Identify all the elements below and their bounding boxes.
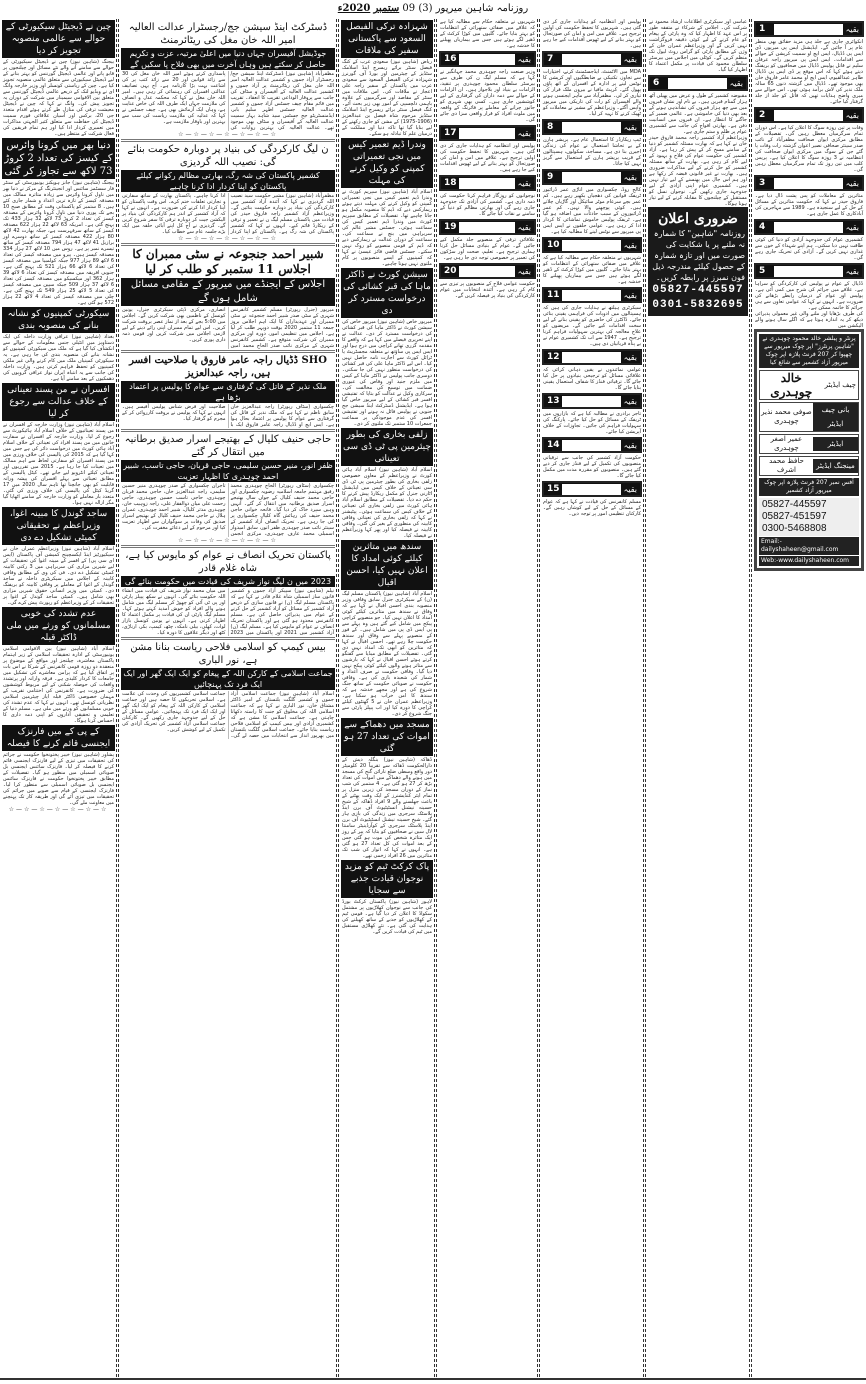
continuation-box-2 — [754, 107, 864, 123]
continuation-label: بقیہ — [623, 352, 637, 362]
article-body: مظفرآباد (شاہین نیوز) مشیر حکومت سید نصیب اللہ گردیزی نے کہا کہ آئندہ آزاد کشمیر میں کارکردگی کی بنیاد پر دوبارہ حکومت بنائیں گے۔ وزیراعظم آزاد کشمیر راجہ فاروق حیدر کی قیادت میں پاکستان مسلم لیگ ن نے تعمیر و ترقی کے ریکارڈ قائم کیے۔ انہوں نے کہا کہ کشمیر پاکستان کی شہ رگ ہے۔ پاکستان کو اپنا کردار ادا کرنا چاہیے۔ پاکستان بھارت کے ساتھ سفارتی و تجارتی تعلقات ختم کرے۔ اس وقت پاکستان کو اپنا کردار ادا کرنے کی ضرورت ہے۔ انہوں نے کہا کہ آزاد کشمیر کے اندر ہم کارکردگی کی بنیاد پر الیکشن جیت کر دوبارہ ترقی کا سفر شروع کریں گے۔ گردیزی نے آج کل اپنے آبائی حلقہ میں ایک بڑے جلسہ عام سے خطاب کیا۔ — [122, 193, 334, 235]
article-body: ٹیپ ریکارڈر کا استعمال عام ہے۔ پریشر ہارن کے بے تحاشا استعمال نے عوام کی زندگی اجیرن بنا دی ہے۔ مساجد، سکولوں، ہسپتالوں کے قریب پریشر ہارن کے استعمال سے گریز نہیں کیا جاتا۔ — [543, 137, 641, 167]
headline: ساجد گوندل کا مبینہ اغوا، وزیراعظم نے تحقیقاتی کمیٹی تشکیل دے دی — [2, 507, 115, 545]
column-divider — [336, 19, 339, 1377]
article-body: بغداد (شاہین نیوز) عراقی وزارت داخلہ کی ایک دستاویز میں انٹیلی جنس معلومات کے حوالے سے انکشاف کیا گیا ہے کہ ملک میں سیکورٹی کمپنیوں کو نشانہ بنانے کی منصوبہ بندی کی جا رہی ہے۔ یہ سیکورٹی کمپنیاں ملک میں کام کرنے والی غیر ملکی کمپنیوں کو تحفظ فراہم کرتی ہیں۔ وزارت داخلہ کی جانب سے یہ انتباہ ایران نواز عراقی گروپوں کی دھمکیوں کے بعد سامنے آیا ہے۔ — [3, 334, 114, 382]
masthead-year: 2020ء — [337, 3, 371, 14]
star-divider: ☆—☆—☆—☆—☆—☆—☆ — [178, 537, 278, 544]
article-body: حکومت عوامی فلاح کے منصوبوں پر تیزی سے کام کر رہی ہے۔ آئندہ انتخابات میں عوام کارکردگی کی بنیاد پر فیصلہ کریں گے۔ — [440, 281, 535, 299]
article-body: اسلام آباد (شاہین نیوز) وزارت خارجہ کے افسران نے من پسند تعیناتیوں کے خلاف اسلام آباد ہائیکورٹ سے رجوع کر لیا۔ وزارت خارجہ کے افسران نے سفارت خانوں میں من پسند افراد کی تعیناتی کے خلاف اسلام آباد ہائی کورٹ میں درخواست دائر کی ہے جس میں کہا گیا ہے کہ 2015 کی پالیسی کی خلاف ورزی میں من پسند افسران کو سفارتی لحاظ سے اہم ممالک میں تعینات کیا جا رہا ہے۔ 2015 میں تقرریوں اور تعیناتی کیلئے انٹرویو لیے جانے تھے۔ کیٹل پالیسی کے مطابق تعیناتی سے پہلے افسران کی پیشہ ورانہ قابلیت کو بھی جانچنا تھا تاہم سال 2020 میں 17 گریڈ کیٹل کی پالیسی کی خلاف ورزی کی گئی۔ متعدد بار معاملے کو وزارت خارجہ کے سامنے اٹھایا گیا مگر ازالہ نہیں ہوا۔ — [3, 422, 114, 506]
continuation-box-5 — [754, 263, 864, 279]
column-divider — [537, 19, 540, 1377]
continuation-number: 12 — [547, 352, 560, 362]
staff-row — [759, 434, 859, 454]
continuation-label: بقیہ — [623, 440, 637, 450]
continuation-label: بقیہ — [623, 240, 637, 250]
continuation-number: 20 — [444, 266, 457, 276]
headline: وندرا ڈیم تعمیر کیس میں نجی تعمیراتی کمپنی کو وکیل کرنے کی مہلت — [341, 138, 433, 188]
article-body: اسلام آباد (شاہین نیوز) بین الاقوامی اسلامی یونیورسٹی کے ادارہ تحقیقات اسلامی کے زیر اہتمام پاکستان معاشرہ، چیلنجز اور مواقع کے موضوع پر منعقدہ دو روزہ قومی کانفرنس کے شرکا نے اس بات پر اتفاق کیا ہے کہ پرامن معاشرے کی تشکیل میں جامعات کا کردار کلیدی ہے۔ فرقہ وارانہ اور پرتشدد واقعات کی حوصلہ شکنی کے لیے مربوط کوششوں کی ضرورت ہے۔ کانفرنس کی اختتامی تقریب کے مہمان خصوصی ڈاکٹر قبلہ ایاز چیئرمین اسلامی نظریاتی کونسل تھے۔ انہوں نے کہا کہ عدم تشدد کی خوبی مسلمانوں کو ورثے میں ملی ہے۔ مسلم دنیا کے تعلیمی و تحقیقی اداروں کو اپنی ذمہ داری کا احساس کرنا ہوگا۔ — [3, 646, 114, 724]
article-body: میرپور (جنرل رپورٹر) مسلم کشمیر کانفرنس شہری کے سٹی صدر شبیر احمد جنجوعہ نے سٹی ممبران اور عہدیداران کا ایک اہم اجلاس بروز جمعہ 11 ستمبر 2020 بوقت دوپہر طلب کر لیا ہے۔ اجلاس میں تنظیمی امور، دورہ اور مرکزی ممبران کی شرکت متوقع ہے۔ کشمیر کانفرنس شہری کے مرکزی نائب صدر الحاج محمد امین انصاری، مرکزی ڈپٹی سیکرٹری جنرل، یونین کونسل کے ناظمین بھی شرکت کریں گے۔ اجلاس میں 5:00 بجے کے بعد از نماز عصر بروقت شرکت کریں۔ اس لیے تمام ممبران اپنی رائے دینے کے لیے لازمی اجلاس میں شرکت کریں اور قومی ذمہ داری پوری کریں۔ — [122, 307, 334, 349]
article-body: اسلام آباد (شاہین نیوز) پاکستان مسلم لیگ (ن) کے سیکرٹری جنرل سابق وفاقی وزیر منصوبہ بندی احسن اقبال نے کہا ہے کہ وفاق نے سندھ میں متاثرین کیلئے کوئی امداد کا اعلان نہیں کیا۔ جو منصوبے کراچی پیکج میں شامل کیے گئے ہیں وہ پہلے سے پی ایس ڈی پی میں شامل ہیں۔ کے فور کے منصوبے پہلے سے وفاق اور سندھ حکومت چلا رہے تھے۔ احسن اقبال نے کہا کہ متاثرین کو ابھی تک امداد نہیں دی گئی۔ تفصیلات کے مطابق میڈیا سے گفتگو کرتے ہوئے احسن اقبال نے کہا کہ بارشوں سے متاثر ہونے والوں کیلئے کوئی پیکج نہیں دیا گیا۔ وفاقی حکومت نے صرف اعداد و شمار کی شعبدہ بازی کی ہے۔ وفاقی حکومت نے صوبائی حکومت کے ساتھ جنگ شروع کی ہے اور مجھے خدشہ ہے کہ سندھ کا امن خراب ہو سکتا ہے۔ وزیراعظم عمران خان نے 5 گھنٹوں کیلئے کراچی کا دورہ کیا اور اب پیپلز پارٹی سے جنگ شروع کر دی۔ — [342, 591, 432, 717]
headline: پاک کرکٹ ٹیم کو مزید نوجوان قیادت جذبے سے سجایا — [341, 860, 433, 898]
continuation-box-11 — [542, 287, 642, 303]
article-body: چکسواری (سٹاف رپورٹر) راجہ عبدالعزیز خان سابق ناظم نے کہا ہے کہ ملک نذیر کے قاتل کی گرفتاری سے عوام کا پولیس پر اعتماد بحال ہوا ہے۔ ایس ایچ او ڈڈیال راجہ عامر فاروق ایک با صلاحیت اور فرض شناس پولیس آفیسر ہیں۔ انہوں نے کہا کہ پولیس نے بروقت کارروائی کر کے مجرم کو گرفتار کیا۔ — [122, 404, 334, 428]
continuation-number: 3 — [759, 178, 766, 188]
article-body: لاہور (شاہین نیوز) پاکستان کرکٹ بورڈ کی جانب سے نوجوان کھلاڑیوں پر مشتمل سکواڈ کا اعلان کر دیا گیا ہے۔ قومی ٹیم کے کھلاڑیوں کو جذبے کے ساتھ کھیلنے کی ہدایت کی گئی ہے۔ نئے کھلاڑی مستقبل میں ٹیم کی قیادت کریں گے۔ — [342, 899, 432, 935]
phone-list — [759, 498, 859, 536]
continuation-box-16 — [439, 51, 536, 67]
article-body: سیکرٹری ہیلتھ نے ہدایات جاری کی ہیں کہ ہسپتالوں میں ادویات کی فراہمی یقینی بنائی جائے۔ ڈاکٹرز کی حاضری کو یقینی بنانے کے لیے سخت اقدامات کیے جائیں گے۔ مریضوں کو علاج معالجہ کی بہترین سہولیات فراہم کرنا ترجیح ہے۔ 1947 سے اب تک کشمیری عوام نے بے پناہ قربانیاں دی ہیں۔ — [543, 305, 641, 347]
continuation-box-15 — [542, 481, 642, 497]
column-4 — [439, 19, 536, 299]
masthead-month: ستمبر — [373, 3, 400, 14]
continuation-label: بقیہ — [845, 110, 859, 120]
staff-row — [759, 402, 859, 432]
headline: سیشن کورٹ نے ڈاکٹر ماہا کی قبر کشائی کی درخواست مسترد کر دی — [341, 268, 433, 318]
column-1 — [2, 19, 115, 813]
headline: SHO ڈڈیال راجہ عامر فاروق با صلاحیت افسر ہیں، راجہ عبدالعزیز — [121, 350, 335, 381]
office-address: آفس نمبر 207 فرنٹ پلازہ اپر چوک میرپور آزاد کشمیر — [759, 478, 859, 496]
column-7 — [754, 19, 864, 571]
chief-editor-role: چیف ایڈیٹر — [824, 381, 856, 389]
article-body: پولیس اور انتظامیہ کو ہدایات جاری کر دی گئی ہیں۔ شہریوں کا تحفظ حکومت کی اولین ترجیح ہے۔ علاقے میں امن و امان کی صورتحال کو بہتر بنانے کے لیے ٹھوس اقدامات کیے جا رہے ہیں۔ — [543, 19, 641, 49]
continuation-box-10 — [542, 237, 642, 253]
article-body: چکسواری (سٹاف رپورٹر) الحاج چوہدری محمد رفیق مہتمم جامعہ اسلامیہ رضویہ چکسواری اور حاجی محمد حنیف کلیال کے جواں سال بھتیجے اسرار صدیق برطانیہ میں انتقال کر گئے۔ انہیں وہیں سپرد خاک کر دیا گیا۔ فاتحہ خوانی حاجی محمد حنیف کی رہائش گاہ کلیال چکسواری پر کی جا رہی ہے۔ تحریک انصاف آزاد کشمیر کے سینئر نائب صدر چوہدری ظفر انور، سابق امیدوار اسمبلی محمد عارف چوہدری، مرکزی انجمن تاجران چکسواری کے صدر چوہدری منیر حسین سلیمی، راجہ عبدالعزیز خان، حاجی محمد قربان چوہدری، حاجی تاسب حسین چوہدری، حاجی رحمت علی میاں ذوالفقار علی، راجہ زوہیب خان، چوہدری مدثر کلیال، شبیر احمد چوہدری، عمران ہلال نے حاجی محمد حنیف کلیال کے بھتیجے اسرار صدیق کی وفات پر سوگواران سے اظہار تعزیت کیا اور مرحوم کے لیے دعائے مغفرت کی۔ — [122, 483, 334, 537]
subheadline: 2023 میں ن لیگ نواز شریف کی قیادت میں حکومت بنائے گی — [121, 576, 335, 587]
column-6 — [648, 19, 748, 316]
star-divider: ☆—☆—☆—☆—☆—☆—☆ — [8, 806, 109, 813]
continuation-label: بقیہ — [517, 266, 531, 276]
subheadline: جوڈیشل آفیسران جہاں دنیا میں اعلیٰ مرتبہ، عزت و تکریم حاصل کر سکتے ہیں وہاں آخرت میں بھی فلاح پا سکیں گے — [121, 48, 335, 70]
article-body: ریاض (شاہین نیوز) سعودی عرب کے کنگ فیصل سنٹر برائے ریسرچ اینڈ اسلامک سٹڈیز کے چیئرمین اور بورڈ آف گورنرز شہزادہ ترکی الفیصل السعود سے سعودی عرب میں پاکستان کے سفیر راجہ علی اعجاز نے ملاقات کی۔ اس ملاقات میں سنٹر کے مقاصد اور سرگرمیوں کے علاوہ باہمی دلچسپی کے امور بھی زیر بحث آئے۔ کنگ فیصل سنٹر برائے ریسرچ اینڈ اسلامک سٹڈیز مرحوم شاہ فیصل بن عبدالعزیز (1906-1975) کے مشن کو جاری رکھنے کے لیے بنایا گیا تھا تاکہ دنیا اور مملکت کے درمیان علم کا تبادلہ ہو سکے۔ — [342, 59, 432, 137]
imprint-box — [754, 329, 864, 571]
article-body: مظفرآباد (شاہین نیوز) ڈسٹرکٹ اینڈ سیشن جج/رجسٹرار آزاد جموں و کشمیر عدالت العالیہ امیر اللہ خان مغل کی ریٹائرمنٹ پر آزاد جموں و کشمیر عدالت العالیہ کے آفیسران و سٹاف کی جانب سے پروقار الوداعی تقریب کا انعقاد۔ تقریب میں قائم مقام چیف جسٹس آزاد جموں و کشمیر عدالت العالیہ جسٹس اظہر سلیم بابر، ایڈمنسٹریٹو جج جسٹس سید شاہد بہار سمیت عدالت العالیہ کے آفیسران و سٹاف بھی موجود تھے۔ عدالت العالیہ کی بہترین روایات کی پاسداری کرتے ہوئے امیر اللہ خان مغل کی 30 سے زائد قوانین اور 20 سے زائد کتب پر کی اشاعت بہت بڑا کارنامہ ہے۔ آج یہی تصانیف عدالتی افسران کی رہنمائی کر رہی ہیں۔ امیر اللہ خان مغل نے کہا کہ محکمہ عدل و انصاف کی ملازمت جہاں ایک طرف اللہ کی خاص عنایت ہے، وہاں ایک آزمائش بھی ہے۔ چیف جسٹس نے کہا کہ عدلیہ کی ملازمت ریاست کی سب سے بہترین اور باوقار ملازمت ہے۔ — [122, 71, 334, 131]
continuation-label: بقیہ — [623, 172, 637, 182]
continuation-label: بقیہ — [517, 54, 531, 64]
article-body: اسلام آباد (شاہین نیوز) وزیراعظم عمران خان نے سیکیورٹیز اینڈ ایکسچینج کمیشن آف پاکستان (ایس ای سی پی) کے افسر کے مبینہ اغوا کی تحقیقات کے لیے شیریں مزاری کی سربراہی میں 3 رکنی کابینہ کمیٹی تشکیل دے دی۔ فی کی وی کے مطابق وفاقی کابینہ کے اجلاس میں سیکریٹری داخلہ نے ساجد گوندل کے اغوا کے معاملے پر وفاقی کابینہ کو بریفنگ دی۔ کمیٹی میں وزیر انسانی حقوق شیریں مزاری بھی شامل ہیں۔ کمیٹی ساجد گوندل کے اغوا پر تحقیقات کر کے وزیراعظم کو رپورٹ پیش کرے گی۔ — [3, 546, 114, 606]
article-body: اسلام آباد (شاہین نیوز) جماعت اسلامی آزاد جموں و کشمیر گلگت بلتستان کے امیر ڈاکٹر مشتاق خان، نور الباری نے کہا ہے کہ جماعت اسلامی اللہ کی مخلوق کو جنت کا راستہ دکھانا چاہتی ہے۔ جماعت اسلامی کا مشن ہے کہ کشمیری آزادی اور بیس کیمپ کو اسلامی فلاحی ریاست بنایا جائے۔ جماعت اسلامی گلگت بلتستان میں بھرپور انداز سے انتخابات میں حصہ لے گی۔ جماعت اسلامی کشمیریوں کی وحدت کی علامت ہے۔ اسلامی تحریکوں کا حصہ ہیں اور جماعت اسلامی کے کارکن اللہ کے پیغام کو ایک ایک گھر اور ایک ایک فرد تک پہنچائیں۔ عوامی مسائل کے حل کے لیے جدوجہد جاری رکھیں گے۔ کارکنان جماعت اسلامی آزاد کشمیر کی تحریک آزادی کی تکمیل کے لیے کوشش کریں۔ — [122, 691, 334, 739]
headline: حاجی حنیف کلیال کے بھتیجے اسرار صدیق برطانیہ میں انتقال کر گئے — [121, 429, 335, 460]
article-body: پولیس اور انتظامیہ کو ہدایات جاری کر دی گئی ہیں۔ شہریوں کا تحفظ حکومت کی اولین ترجیح ہے۔ علاقے میں امن و امان کی صورتحال کو بہتر بنانے کے لیے ٹھوس اقدامات کیے جا رہے ہیں۔ — [440, 143, 535, 173]
continuation-number: 15 — [547, 484, 560, 494]
notice-phone: 0301-5832695 — [652, 299, 744, 311]
article-body: انکوائری جاری ہے جلد ہی مزید حقائق بھی منظر عام پر آ جائیں گے۔ ایڈیشنل ایس پی میرپور، ڈی ایس پی ڈڈیال، ایس ایچ او سمیت کرپشن کے حوالے سے اقدامات۔ ایس ایس پی میرپور راجہ عرفان سلیم نے قاتل پولیس ڈڈیال میں صحافیوں کو بریفنگ دیتے ہوئے کہا کہ اس موقع پر ڈی ایس پی ڈڈیال طاہر عبدالقیوم، ایس ایچ او محمد عامر فاروق خان بھی موجود تھے۔ ڈڈیال میں گزشتہ دنوں 65 سالہ ملک نذیر کی لاش برآمد ہوئی تھی۔ اس حوالے سے میری واضح ہدایات تھیں کہ قاتل کو جلد از جلد گرفتار کیا جائے۔ — [755, 39, 863, 105]
continuation-number: 18 — [444, 178, 457, 188]
continuation-box-6 — [648, 75, 748, 91]
headline: پاکستان تحریک انصاف نے عوام کو مایوس کیا ہے، شاہ غلام قادر — [121, 545, 335, 576]
article-body: مسلم کانفرنس کی قیادت نے کہا ہے کہ عوام کے مسائل کے حل کے لیے کوشاں رہیں گے۔ کارکنان تنظیمی امور پر توجہ دیں۔ — [543, 499, 641, 517]
continuation-number: 8 — [547, 122, 554, 132]
column-divider — [434, 19, 437, 1377]
headline: سندھ میں متاثرین کیلئے کوئی امداد کا اعلان نہیں کیا، احسن اقبال — [341, 540, 433, 590]
continuation-box-3 — [754, 175, 864, 191]
staff-row — [759, 456, 859, 476]
staff-role: ایڈیٹر — [813, 437, 858, 451]
subheadline: کشمیر پاکستان کی شہ رگ، بھارتی مظالم رکوانے کیلئے پاکستان کو اپنا کردار ادا کرنا چاہیے — [121, 170, 335, 192]
headline: ڈسٹرکٹ اینڈ سیشن جج/رجسٹرار عدالت العالیہ امیر اللہ خان مغل کی ریٹائرمنٹ — [128, 22, 328, 46]
article-body: MDA میں الاٹمنٹ، ایڈجسٹمنٹ کرنے، اختیارات سے تجاوز، تکنیکی بے ضابطگیوں اور کرپشن کا نوٹس لینے پر ادارہ کے افسران کے اتھ پاؤں پھول گئے۔ کرپٹ مافیا نے بیرون ملک فرار کی تیاری کر لی۔ مظفرآباد سے ماہر ایجنسی ہونے والے آفیسران کو رات کی تاریکی میں میرپور واپس آگئے۔ وزیراعظم کے مشیر نے معاملات کو ٹھیک کرنے کا تہیہ کر لیا۔ — [543, 69, 641, 117]
article-body: وزیراعظم آزاد کشمیر راجہ محمد فاروق حیدر خان نے کہا ہے کہ بھارت مسئلہ کشمیر کو دنیا کے سامنے مسخ کر کے پیش کر رہا ہے۔ آزاد کشمیر کی حکومت عوام کی فلاح و بہبود کے لیے کام کر رہی ہے۔ بھارت کے ساتھ مسئلہ کشمیر کو حل کرنے کے لیے مذاکرات ضروری ہیں۔ بھارت نے غیر قانونی قبضہ کر رکھا ہے اور ہم اس جال میں پھنسنے کے لیے تیار نہیں ہیں۔ کشمیری عوام اپنی آزادی کے لیے جدوجہد جاری رکھیں گے۔ نوجوان نسل کو مستقبل کے چیلنجوں کا مقابلہ کرنے کے لیے تیار ہونا ہوگا۔ — [649, 135, 747, 207]
continuation-label: بقیہ — [623, 122, 637, 132]
article-body: کالج روڈ، چکسواری میں اناڑی عمر ڈرائیور ٹریفک قوانین کی دھجیاں بکھیر رہے ہیں۔ کم عمر بچے سرعام موٹر سائیکل اور گاڑیاں چلاتے ہیں۔ کوئی پوچھنے والا نہیں۔ کم عمر ڈرائیوروں کے سبب حادثات میں اضافہ ہو گیا ہے۔ ٹریفک پولیس خاموش تماشائی کا کردار ادا کر رہی ہے۔ عوامی حلقوں نے ایس ایس پی میرپور سے نوٹس لینے کا مطالبہ کیا ہے۔ — [543, 187, 641, 235]
article-body: وفات پر تین روزہ سوگ کا اعلان کیا ہے۔ اس دوران تمام سرگرمیاں معطل رہیں گی۔ تفصیلات کے مطابق مرکزی ایوان صحافت مظفرآباد کے نائب صدر سینئر صحافی نصیر اعوان گزشتہ رات وفات پا گئے جن کے سوگ میں مرکزی ایوان صحافت کی انتظامیہ نے 3 روزہ سوگ کا اعلان کیا ہے۔ پریس کلب میں تین روز تک تمام سرگرمیاں معطل رہیں گی۔ — [755, 125, 863, 173]
continuation-number: 1 — [759, 24, 766, 34]
article-body: علاقائی ترقی کے منصوبے جلد مکمل کیے جائیں گے۔ عوام کے بنیادی مسائل حل کرنا ہماری ترجیح ہے۔ تعلیم، صحت اور سڑکوں کی تعمیر پر خصوصی توجہ دی جا رہی ہے۔ — [440, 237, 535, 261]
continuation-box-19 — [439, 219, 536, 235]
continuation-label: بقیہ — [517, 128, 531, 138]
continuation-number: 4 — [759, 222, 766, 232]
continuation-box-14 — [542, 437, 642, 453]
article-body: بیجنگ (شاہین نیوز) جانز ہوپکنز یونیورسٹی کے سنٹر فار سسٹمز سائنس اور انجینئرنگ کے مرکز نے دنیا بھر میں ناول کرونا وائرس سے زیادہ متاثرہ ممالک میں مصدقہ کیسز کے تازہ ترین اعداد و شمار جاری کئے ہیں۔ 8 ستمبر کو پاکستانی وقت کے مطابق صبح 10 بجے تک پوری دنیا میں ناول کرونا وائرس کے مصدقہ کیسز کی تعداد 2 کروڑ 73 لاکھ 32 ہزار 433 تک پہنچ گئی ہے۔ امریکہ 63 لاکھ 22 ہزار 622 مصدقہ کیسز کے ساتھ سرفہرست ہے، جبکہ بھارت 42 لاکھ 80 ہزار 422 مصدقہ کیسز کے ساتھ دوسرے اور برازیل 41 لاکھ 47 ہزار 794 مصدقہ کیسز کے ساتھ تیسرے نمبر پر ہے۔ روس میں 10 لاکھ 27 ہزار 334 مصدقہ کیسز ہیں۔ پیرو میں مصدقہ کیسز کی تعداد 6 لاکھ 89 ہزار 977 جبکہ کولمبیا میں مصدقہ کیسز کی تعداد 6 لاکھ 66 ہزار 521 تک پہنچ گئی ہے۔ جنوبی افریقہ میں مصدقہ کیسز کی تعداد 6 لاکھ 39 ہزار 362 اور میکسیکو میں مصدقہ کیسز کی تعداد 6 لاکھ 37 ہزار 509 جبکہ سپین میں مصدقہ کیسز کی تعداد 5 لاکھ 25 ہزار 549 تک پہنچ گئی ہے۔ چلی میں مصدقہ کیسز کی تعداد 4 لاکھ 22 ہزار 572 ہو گئی ہے۔ — [3, 180, 115, 306]
headline: عدم تشدد کی خوبی مسلمانوں کو ورثے میں ملی ڈاکٹر قبلہ — [2, 607, 115, 645]
article-body: اسلام آباد (شاہین نیوز) اسلام آباد ہائی کورٹ نے وزیراعظم کے معاون خصوصی زلفی بخاری کی بطور چیئرمین پی ٹی ڈی سی تعیناتی کے خلاف کیس میں ایڈیشنل اٹارنی جنرل کو مکمل ریکارڈ پیش کرنے کا حکم دے دیا۔ تفصیلات کے مطابق اسلام آباد ہائی کورٹ میں زلفی بخاری کی تعیناتی کے خلاف کیس کی سماعت ہوئی۔ پیٹیشنر نے کہا کہ زلفی بخاری کی تعیناتی وفاقی کابینہ کی منظوری کے بغیر کی گئی۔ وفاقی کابینہ نے فیصلہ کیا اور پھر کہا وزیراعظم نے فیصلہ کیا۔ — [342, 467, 432, 539]
article-body: کی طرف بڑھایا اور ملنے والی غیر معمولی پذیرائی دیکھ کر یہ اندازہ ہوتا ہے کہ اگلے سال ہونے والے الیکشن میں — [755, 311, 863, 329]
column-2 — [121, 19, 335, 739]
column-divider — [749, 19, 752, 1377]
continuation-label: بقیہ — [623, 54, 637, 64]
continuation-label: بقیہ — [623, 290, 637, 300]
column-5 — [542, 19, 642, 517]
headline: زلفی بخاری کی بطور چیئرمین پی ٹی ڈی سی تعیناتی — [341, 428, 433, 466]
continuation-box-18 — [439, 175, 536, 191]
chief-editor-row — [759, 370, 859, 400]
continuation-label: بقیہ — [623, 484, 637, 494]
article-body: کشمیری عوام کی جدوجہد آزادی کو دنیا کی کوئی طاقت نہیں دبا سکتی۔ ہم اپنے شہداء کے خون سے غداری نہیں کریں گے۔ آزادی کی تحریک جاری رہے گی۔ — [755, 237, 863, 261]
article-body: بیجنگ (شاہین نیوز) چین نے ڈیجیٹل سیکیورٹی کے حوالے سے سامنے آنے والے نئے مسائل اور چیلنجوں پر قابو پانے اور عالمی ڈیجیٹل گورننس کو بہتر بنانے کے لیے ڈیجیٹل سیکیورٹی سے متعلق عالمی منصوبہ تجویز کیا ہے۔ چین کے ریاستی کونسلر اور وزیر خارجہ وانگ ای نے ویڈیو لنک کے ذریعے عالمی ڈیجیٹل گورننس سے متعلق بین الاقوامی سیمینار میں شرکت کے دوران یہ تجویز پیش کی۔ وانگ نے کہا کہ چین نے ڈیجیٹل معیشت ترقی کی منازل طے کرتے ہوئے اقدام متعدد جی 20، برکس اور آسیان علاقائی فورم سمیت ڈیجیٹل کی حفاظت سے متعلق کثیر الجہتی مذاکرات میں تعمیری کردار ادا کیا اور ہم تمام فریقین کی فعال شرکت کے منتظر ہیں۔ — [3, 59, 114, 137]
important-notice — [648, 207, 748, 316]
phone-number: 05827-451597 — [762, 511, 827, 522]
star-divider: ☆—☆—☆—☆—☆—☆—☆ — [178, 235, 278, 242]
continuation-box-7 — [542, 51, 642, 67]
continuation-label: بقیہ — [845, 266, 859, 276]
column-divider — [116, 19, 119, 1377]
masthead-page: (3) — [418, 3, 433, 14]
article-body: پشاور (شاہین نیوز) خیبر پختونخوا حکومت نے جرائم کی تحقیقات میں تیزی کے لیے فارنزک ایجنسی قائم کرنے کا فیصلہ کر لیا۔ فارنزک سائنس ایجنسی بل صوبائی اسمبلی میں منظور ہو گیا۔ تفصیلات کے مطابق خیبر پختونخوا حکومت نے فارنزک سائنس ایجنسی بل صوبائی اسمبلی سے منظور کرا لیا۔ فارنزک ایجنسی کے قیام سے صوبے میں جرائم کی تحقیقات میں تیزی آئے گی اور طریقہ کار تک پہنچنے میں معاونت ملے گی۔ — [3, 752, 114, 806]
continuation-number: 17 — [444, 128, 457, 138]
staff-name: عمیر اصغر چوہدری — [770, 435, 803, 452]
subheadline: ملک نذیر کے قاتل کی گرفتاری سے عوام کا پولیس پر اعتماد بڑھا ہے — [121, 381, 335, 403]
email-link[interactable]: Email:-dailyshaheen@gmail.com — [759, 537, 859, 555]
star-divider: ☆—☆—☆—☆—☆—☆—☆ — [178, 131, 278, 138]
continuation-number: 14 — [547, 440, 560, 450]
continuation-number: 13 — [547, 396, 560, 406]
article-body: میرپور خاص (شاہین نیوز) میرپور خاص کی سیشن کورٹ نے ڈاکٹر ماہا کی قبر کشائی کی درخواست مسترد کر دی۔ عدالت نے اپنے تحریری فیصلے میں کہا ہے کہ واقعے کا مقدمہ گزری تھانے کراچی میں درج ہوا اور ایس ایس پی ساؤتھ نے متعلقہ مجسٹریٹ یا ٹرائل کورٹ سے اجازت نامہ حاصل نہیں کیا۔ اس لیے ڈاکٹر ماہا علی کی قبر کشائی کی درخواست منظور نہیں کی جا سکتی۔ دوسری جانب پولیس نے ڈاکٹر ماہا کے کیس میں ملزم جنید اور وقاص کی عبوری ضمانت میں توسیع کی مخالفت کی۔ سرکاری وکیل نے عدالت کو بتایا کہ تفتیشی افسر قبر کشائی کے لیے میرپور خاص گیا ہوا ہے۔ ایڈیشنل ڈسٹرکٹ اینڈ سیشن جج جنوبی نے پولیس فائل نہ ہونے اور تفتیشی افسر کی عدم موجودگی پر سماعت جمعرات 10 ستمبر تک ملتوی کر دی۔ — [342, 319, 432, 427]
headline: دنیا بھر میں کرونا وائرس کے کیسز کی تعداد 2 کروڑ 73 لاکھ سے تجاوز کر گئی — [2, 138, 115, 179]
article-body: حکومت آزاد کشمیر کی جانب سے ترقیاتی منصوبوں کی تکمیل کے لیے فنڈز جاری کر دیے گئے ہیں۔ منصوبوں کو مقررہ مدت میں مکمل کیا جائے گا۔ — [543, 455, 641, 479]
column-3 — [341, 19, 433, 935]
article-body: ڈھاکہ (شاہین نیوز) بنگلہ دیش کے دارالحکومت ڈھاکہ سے تقریباً 20 کلومیٹر دور واقع وسطی ضلع نارائن گنج کی مسجد میں ہونے والے دھماکے میں اموات کی تعداد بڑھ کر 27 ہو گئی ہے۔ 4 ستمبر کی شب نماز کے دوران مسجد کی زیریں منزل پر تمام ایئر کنڈیشنرز کے ایک وقت پھٹنے کے باعث جھلسنے والے 9 افراد ڈھاکہ کے شیخ حسینہ نیشنل انسٹیٹیوٹ آف برن اینڈ پلاسٹک سرجری میں زندگی کی بازی ہار گئے۔ شیخ حسینہ نیشنل انسٹیٹیوٹ آف برن اینڈ پلاسٹک سرجری کے کوآرڈینیٹر سامنتا لال سین نے صحافیوں کو بتایا کہ پیر کے روز ایک متاثرہ شخص کی موت ہو گئی جس کے بعد اموات کی کل تعداد 27 ہو گئی ہے۔ انہوں نے کہا کہ اتوار کی شب تک متاثرین میں 26 افراد زخمی تھے۔ — [342, 757, 433, 859]
publisher-note: پرنٹر و پبلشر خالد محمود چوہدری نے "شاہین پرنٹرز" اپر چوک میرپور سے چھپوا کر 207 فرنٹ پلازہ اپر چوک میرپور آزاد کشمیر سے شائع کیا — [759, 334, 859, 368]
notice-title: ضروری اعلان — [658, 211, 738, 227]
article-body: عباسی اور سیکرٹری اطلاعات ارشاد محمود نے شرکت کی۔ اجلاس کے شرکاء نے متفقہ طور پر اس عہد کا اظہار کیا کہ وہ پارٹی کے پیغام کو عام کرنے کے لیے کوئی دقیقہ فروگزاشت نہیں کریں گے اور وزیراعظم عمران خان کے وژن کے مطابق پارٹی کو گراس روٹ لیول تک منظم کریں گے۔ کوٹلی میں اجلاس میں بیرسٹر سلطان محمود کی قیادت پر مکمل اعتماد کا اظہار کیا گیا۔ — [649, 19, 747, 73]
phone-number: 05827-445597 — [762, 499, 827, 510]
headline: سیکورٹی کمپنیوں کو نشانہ بنانے کی منصوبہ بندی — [2, 307, 115, 333]
continuation-box-13 — [542, 393, 642, 409]
continuation-label: بقیہ — [845, 222, 859, 232]
headline: ن لیگ کارکردگی کی بنیاد پر دوبارہ حکومت بنائے گی: نصیب اللہ گردیزی — [121, 139, 335, 170]
staff-role: بانی چیف ایڈیٹر — [813, 403, 858, 431]
staff-name: حافظ محمد اشرف — [769, 457, 804, 474]
subheadline: ظفر انور، منیر حسین سلیمی، حاجی قربان، حاجی تاسب، شبیر احمد چوہدری کا اظہار تعزیت — [121, 460, 335, 482]
continuation-number: 2 — [759, 110, 766, 120]
continuation-box-1 — [754, 21, 864, 37]
masthead-paper: روزنامہ شاہین میرپور — [435, 3, 529, 14]
article-body: وزیر صنعت راجہ چوہدری محمد جہانگیر نے کہا ہے کہ مسلم لیگ ن کی طرف سے بیرسٹر سلطان محمود چوہدری پر تنقید، الزامات بے بنیاد اور بلاجواز ہیں۔ ان الزامات کے حوالے سے ذمہ داران کی گرفتاری کے لیے کوششیں جاری ہیں۔ کسی بھی شہری کو جانور چرانے کے معاملے پر فائرنگ کے واقعہ میں ملوث افراد کو قرار واقعی سزا دی جائے گی۔ — [440, 69, 535, 123]
subheadline: اجلاس کے ایجنڈے میں میرپور کے مقامی مسائل شامل ہوں گے — [121, 278, 335, 306]
notice-body: روزنامہ "شاہین" کا شمارہ نہ ملنے پر یا شکایت کی صورت میں اور تازہ شمارہ کے حصول کیلئے مندرجہ ذیل فون نمبرز پر رابطہ کریں۔ — [652, 229, 745, 282]
chief-editor-name: خالد چوہدری — [770, 371, 813, 399]
continuation-label: بقیہ — [845, 24, 859, 34]
continuation-box-4 — [754, 219, 864, 235]
continuation-box-8 — [542, 119, 642, 135]
headline: کے پی کے میں فارنزک ایجنسی قائم کرنے کا فیصلہ — [2, 725, 115, 751]
continuation-number: 9 — [547, 172, 554, 182]
article-body: نیلم (شاہین نیوز) سپیکر آزاد جموں و کشمیر قانون ساز اسمبلی شاہ غلام قادر نے کہا ہے کہ پاکستان مسلم لیگ (ن) نے قانون سازی کے ذریعے آزاد کشمیر کے مسائل کو آزاد کشمیر کے حل کرنے کے عوام میں پذیرائی حاصل کی ہے۔ مسلم کانفرنس محدود ہو گئی ہے اور پاکستان تحریک انصاف نے عوام کو مایوس کیا ہے۔ مسلم لیگ (ن) آزاد کشمیر میں 2021 اور پاکستان میں 2023 میں میاں محمد نواز شریف کی قیادت میں انشاء اللہ حکومت بنائے گی۔ انہوں نے سکھ پیپلز پارٹی اور پی ٹی آئی کو چھوڑ کر مسلم لیگ میں شامل ہونے والے افراد کو خوش آمدید کہتے ہوئے کہا۔ مسلم لیگ پارٹی ان کی قیادت پر مکمل اعتماد کا اظہار کرتی ہے۔ انہوں نے یونین کونسل بازار لوات، کھلی، بیلی نامکہ، چٹھ، کیمپ، بکر، ارناڑی، کٹھ اور دیگر علاقوں کا دورہ کیا۔ — [122, 588, 334, 636]
article-body: شہریوں نے متعلقہ حکام سے مطالبہ کیا ہے کہ علاقے میں صفائی ستھرائی کے انتظامات کو بہتر بنایا جائے۔ گلیوں میں کوڑا کرکٹ کے ڈھیر لگے ہوئے ہیں جس سے بیماریاں پھیلنے کا خدشہ ہے۔ — [440, 19, 535, 49]
article-body: تاجر برادری نے مطالبہ کیا ہے کہ بازاروں میں ٹریفک کے مسائل کو حل کیا جائے۔ پارکنگ کی سہولیات فراہم کی جائیں۔ تجاوزات کے خلاف آپریشن کیا جائے۔ — [543, 411, 641, 435]
article-body: ڈڈیال کے عوام نے پولیس کی کارکردگی کو سراہا ہے۔ علاقے میں جرائم کی شرح میں کمی آئی ہے۔ پولیس اور عوام کے درمیان رابطے بڑھانے کی ضرورت ہے۔ انہوں نے کہا کہ عوامی تعاون سے ہی جرائم کا خاتمہ ممکن ہے۔ — [755, 281, 863, 311]
masthead — [0, 0, 866, 18]
headline: بیس کیمپ کو اسلامی فلاحی ریاست بنانا مشن ہے، نور الباری — [121, 637, 335, 668]
continuation-box-20 — [439, 263, 536, 279]
continuation-label: بقیہ — [623, 396, 637, 406]
page-bottom-rule — [0, 1378, 866, 1380]
headline: مسجد میں دھماکے سے اموات کی تعداد 27 ہو گئی — [341, 718, 433, 756]
continuation-label: بقیہ — [729, 78, 743, 88]
column-divider — [643, 19, 646, 1377]
headline: شبیر احمد جنجوعہ نے سٹی ممبران کا اجلاس 11 ستمبر کو طلب کر لیا — [121, 243, 335, 278]
headline: افسران نے من پسند تعیناتی کے خلاف عدالت سے رجوع کر لیا — [2, 383, 115, 421]
article-body: متاثرین کے معاملات کو پس پشت ڈال دیا ہے۔ فاروق حیدر نے کہا کہ حکومت متاثرین کے مسائل کے حل کے لیے سنجیدہ ہے۔ 1989 سے مہاجرین کی آبادکاری کا عمل جاری ہے۔ — [755, 193, 863, 217]
continuation-number: 11 — [547, 290, 560, 300]
staff-name: صوفی محمد نذیر چوہدری — [761, 408, 812, 425]
continuation-label: بقیہ — [517, 222, 531, 232]
article-body: مقبوضہ کشمیر کے طول و عرض میں پھیلی آٹھ ہزار گمنام قبریں ہیں۔ بے نام اور نشان قبروں میں سے چھ ہزار قبروں کی نشاندہی ہونے کے بعد بھی دنیا کی خاموشی ہے۔ عالمی ضمیر کے جاگنے کا انتظار ہے۔ ان قبروں میں انسانیت دفن ہے۔ بھارتی افواج کی جانب سے کشمیری عوام پر ظلم و ستم جاری ہے۔ — [649, 93, 747, 135]
continuation-box-9 — [542, 169, 642, 185]
phone-number: 0300-5468808 — [762, 523, 827, 534]
continuation-box-12 — [542, 349, 642, 365]
continuation-number: 7 — [547, 54, 554, 64]
continuation-number: 19 — [444, 222, 457, 232]
continuation-number: 6 — [653, 78, 660, 88]
continuation-label: بقیہ — [517, 178, 531, 188]
article-body: عوامی نمائندوں نے یقین دہانی کرائی کہ علاقائی مسائل کو ترجیحی بنیادوں پر حل کیا جائے گا۔ ترقیاتی فنڈز کا شفاف استعمال یقینی بنایا جائے گا۔ — [543, 367, 641, 391]
masthead-day: 09 — [402, 3, 416, 14]
article-body: نوجوانوں کو روزگار فراہم کرنا حکومت کی ذمہ داری ہے۔ کشمیر کی آزادی تک جدوجہد جاری رہے گی اور بھارتی مظالم کو دنیا کے سامنے بے نقاب کیا جائے گا۔ — [440, 193, 535, 217]
headline: چین نے ڈیجیٹل سیکیورٹی کے حوالے سے عالمی منصوبہ تجویز کر دیا — [2, 20, 115, 58]
article-body: شہریوں نے متعلقہ حکام سے مطالبہ کیا ہے کہ علاقے میں صفائی ستھرائی کے انتظامات کو بہتر بنایا جائے۔ گلیوں میں کوڑا کرکٹ کے ڈھیر لگے ہوئے ہیں جس سے بیماریاں پھیلنے کا خدشہ ہے۔ — [543, 255, 641, 285]
subheadline: جماعت اسلامی کے کارکن اللہ کے پیغام کو ایک ایک گھر اور ایک ایک فرد تک پہنچائیں — [121, 668, 335, 690]
continuation-number: 10 — [547, 240, 560, 250]
continuation-label: بقیہ — [845, 178, 859, 188]
continuation-box-17 — [439, 125, 536, 141]
continuation-number: 5 — [759, 266, 766, 276]
article-body: اسلام آباد (شاہین نیوز) سپریم کورٹ نے وندرا ڈیم تعمیر کیس میں نجی تعمیراتی کمپنی کو وکیل کرنے کی مہلت دیتے ہوئے ریمارکس دیے کہ ڈیم کا منصوبہ مکمل ہو جانا چاہیے تھا۔ تفصیلات کے مطابق سپریم کورٹ میں وندرا ڈیم تعمیر کیس کی سماعت ہوئی۔ جسٹس مشیر عالم کی سربراہی میں بنچ نے سماعت کی۔ سماعت کے دوران عدالت نے ریمارکس دیے کہ ڈیم کے قومی منصوبے کو روک نہیں سکتے۔ جسٹس قاضی فائز عیسیٰ نے کہا کہ کمپنیوں کے ایسے منصوبوں پر کام ملتوی نہیں ہونا چاہیے۔ — [342, 189, 432, 267]
headline: شہزادہ ترکی الفیصل السعود سے پاکستانی سفیر کی ملاقات — [341, 20, 433, 58]
continuation-number: 16 — [444, 54, 457, 64]
notice-phone: 05827-445597 — [652, 284, 744, 296]
website-link[interactable]: Web:-www.dailyshaheen.com — [759, 556, 859, 566]
staff-role: مینجنگ ایڈیٹر — [813, 459, 858, 473]
